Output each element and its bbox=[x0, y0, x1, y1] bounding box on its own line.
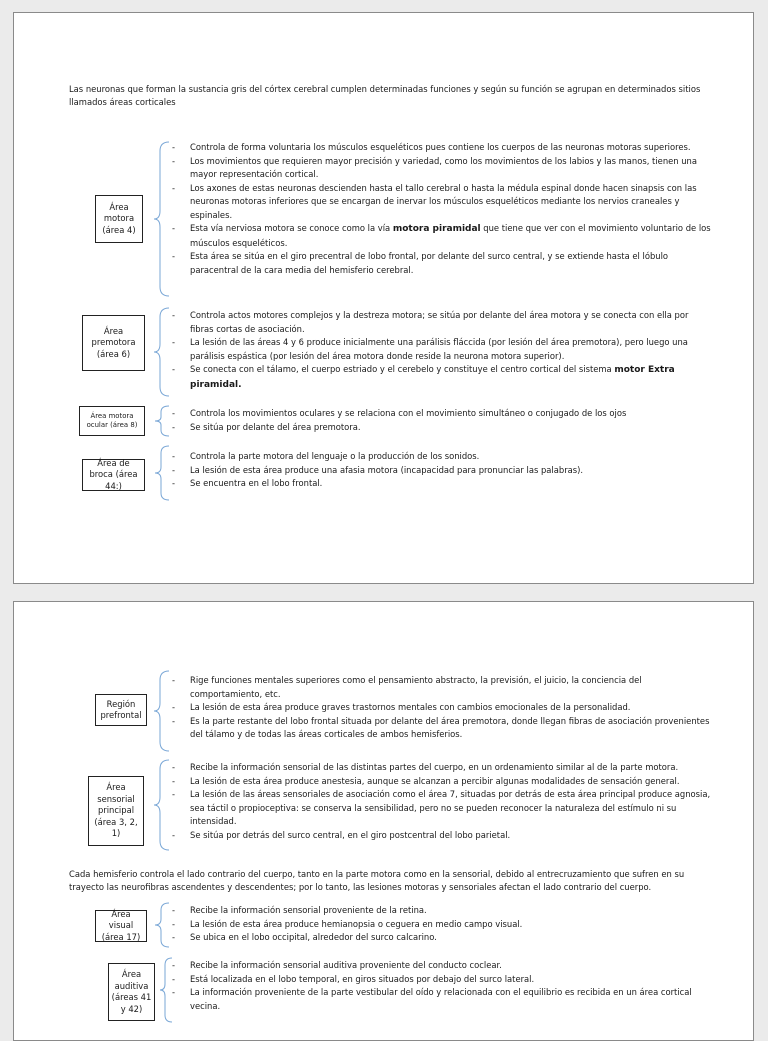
bullet-list bbox=[172, 407, 712, 434]
section-region-prefrontal bbox=[14, 670, 754, 752]
brace-connector bbox=[152, 307, 172, 397]
list-item: - La lesión de esta área produce graves trastornos mentales con cambios emocionales de la personalidad. bbox=[172, 702, 631, 712]
bullet-list bbox=[172, 141, 712, 277]
list-item: - Los movimientos que requieren mayor precisión y variedad, como los movimientos de los labios y las manos, tienen una mayor representación cortical. bbox=[172, 155, 697, 179]
list-item: - Controla actos motores complejos y la destreza motora; se sitúa por delante del área motora y se conecta con ella por fibras cortas de asociación. bbox=[172, 310, 689, 334]
section-label: Área sensorial principal (área 3, 2, 1) bbox=[88, 776, 144, 846]
section-label: Área auditiva (áreas 41 y 42) bbox=[108, 963, 155, 1021]
list-item: - La lesión de esta área produce hemianopsia o ceguera en medio campo visual. bbox=[172, 918, 523, 929]
section-label: Área motora (área 4) bbox=[95, 195, 143, 243]
list-item: - Controla los movimientos oculares y se relaciona con el movimiento simultáneo o conjugado de los ojos bbox=[172, 408, 627, 418]
section-area-broca bbox=[14, 445, 754, 501]
list-item: - La lesión de las áreas 4 y 6 produce inicialmente una parálisis fláccida (por lesión del área premotora), pero luego una parálisis espástica (por lesión del área motora donde reside la neurona motora superior). bbox=[172, 337, 688, 361]
section-label: Región prefrontal bbox=[95, 694, 147, 726]
section-label: Área premotora (área 6) bbox=[82, 315, 145, 371]
document-page-2 bbox=[13, 601, 754, 1041]
bullet-list bbox=[172, 309, 712, 392]
intro-paragraph: Las neuronas que forman la sustancia gris del córtex cerebral cumplen determinadas funciones y según su función se agrupan en determinados sitios llamados áreas corticales bbox=[69, 84, 701, 107]
list-item: - Se conecta con el tálamo, el cuerpo estriado y el cerebelo y constituye el centro cortical del sistema motor Extra piramidal. bbox=[172, 364, 675, 390]
brace-connector bbox=[152, 902, 172, 948]
section-area-motora bbox=[14, 141, 754, 297]
document-page-1 bbox=[13, 12, 754, 584]
list-item: - Recibe la información sensorial auditiva proveniente del conducto coclear. bbox=[172, 960, 502, 970]
section-area-auditiva bbox=[14, 957, 754, 1023]
list-item: - Está localizada en el lobo temporal, en giros situados por debajo del surco lateral. bbox=[172, 973, 535, 984]
list-item: - Rige funciones mentales superiores como el pensamiento abstracto, la previsión, el juicio, la conciencia del comportamiento, etc. bbox=[172, 675, 642, 699]
brace-connector bbox=[152, 141, 172, 297]
list-item: - La información proveniente de la parte vestibular del oído y relacionada con el equilibrio es recibida en un área cortical vecina. bbox=[172, 987, 692, 1011]
list-item: - Esta vía nerviosa motora se conoce como la vía motora piramidal que tiene que ver con el movimiento voluntario de los músculos esqueléticos. bbox=[172, 223, 711, 248]
brace-connector bbox=[152, 445, 172, 501]
list-item: - Los axones de estas neuronas descienden hasta el tallo cerebral o hasta la médula espinal donde hacen sinapsis con las neuronas motoras inferiores que se encargan de inervar los músculos esqueléticos mediante los nervios craneales y espinales. bbox=[172, 182, 697, 220]
brace-connector bbox=[152, 670, 172, 752]
list-item: - Esta área se sitúa en el giro precentral de lobo frontal, por delante del surco central, y se extiende hasta el lóbulo paracentral de la cara media del hemisferio cerebral. bbox=[172, 251, 669, 275]
section-area-sensorial bbox=[14, 759, 754, 851]
list-item: - Recibe la información sensorial de las distintas partes del cuerpo, en un ordenamiento similar al de la parte motora. bbox=[172, 762, 679, 772]
bullet-list bbox=[172, 959, 712, 1013]
list-item: - Controla la parte motora del lenguaje o la producción de los sonidos. bbox=[172, 451, 480, 461]
section-area-visual bbox=[14, 902, 754, 948]
section-label: Área motora ocular (área 8) bbox=[79, 406, 145, 436]
list-item: - Controla de forma voluntaria los músculos esqueléticos pues contiene los cuerpos de las neuronas motoras superiores. bbox=[172, 142, 691, 152]
bold-term: motora piramidal bbox=[392, 224, 481, 234]
list-item: - Recibe la información sensorial proveniente de la retina. bbox=[172, 905, 427, 915]
list-item: - Se sitúa por detrás del surco central, en el giro postcentral del lobo parietal. bbox=[172, 829, 511, 840]
brace-connector bbox=[152, 405, 172, 437]
bullet-list bbox=[172, 674, 712, 742]
list-item: - Se ubica en el lobo occipital, alrededor del surco calcarino. bbox=[172, 932, 437, 942]
list-item: - La lesión de esta área produce anestesia, aunque se alcanzan a percibir algunas modalidades de sensación general. bbox=[172, 775, 680, 786]
bullet-list bbox=[172, 761, 712, 842]
list-item: - La lesión de esta área produce una afasia motora (incapacidad para pronunciar las palabras). bbox=[172, 464, 584, 475]
list-item: - Se sitúa por delante del área premotora. bbox=[172, 421, 361, 432]
brace-connector bbox=[152, 759, 172, 851]
bullet-list bbox=[172, 450, 712, 491]
section-area-motora-ocular bbox=[14, 405, 754, 437]
list-item: - Se encuentra en el lobo frontal. bbox=[172, 478, 323, 488]
middle-paragraph: Cada hemisferio controla el lado contrario del cuerpo, tanto en la parte motora como en la sensorial, debido al entrecruzamiento que sufren en su trayecto las neurofibras ascendentes y descendentes; por lo tanto, las lesiones motoras y sensoriales afectan el lado contrario del cuerpo. bbox=[69, 869, 685, 892]
section-area-premotora bbox=[14, 307, 754, 397]
bullet-list bbox=[172, 904, 712, 945]
list-item: - Es la parte restante del lobo frontal situada por delante del área premotora, donde llegan fibras de asociación provenientes del tálamo y de todas las áreas corticales de ambos hemisferios. bbox=[172, 715, 710, 739]
section-label: Área visual (área 17) bbox=[95, 910, 147, 942]
list-item: - La lesión de las áreas sensoriales de asociación como el área 7, situadas por detrás de esta área principal produce agnosia, sea táctil o propioceptiva: se conserva la sensibilidad, pero no se pueden reconocer la naturaleza del estímulo ni su intensidad. bbox=[172, 789, 711, 826]
bold-term: motor Extra piramidal. bbox=[190, 365, 675, 390]
section-label: Área de broca (área 44:) bbox=[82, 459, 145, 491]
